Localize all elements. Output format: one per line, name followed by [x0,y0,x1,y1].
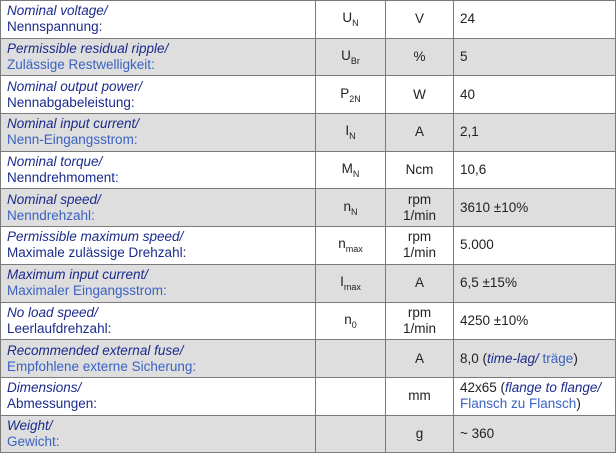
symbol-cell [316,114,386,152]
table-row [1,151,616,189]
unit: mm [408,388,431,404]
symbol-subscript: N [351,206,358,217]
value-end: ) [573,350,578,366]
symbol-cell [316,264,386,302]
symbol: n [338,236,346,252]
parameter-name-de: Nenndrehmoment: [7,170,119,186]
value-cell [454,377,616,415]
value: 2,1 [460,124,479,140]
value: 3610 ±10% [460,199,529,215]
parameter-cell [1,227,316,265]
symbol-cell [316,415,386,453]
parameter-name-de: Nennabgabeleistung: [7,94,135,110]
value: 24 [460,11,476,27]
table-row [1,76,616,114]
parameter-cell [1,76,316,114]
symbol-cell [316,38,386,76]
symbol-cell [316,302,386,340]
symbol-subscript: 2N [349,93,361,104]
symbol-subscript: N [352,169,360,180]
unit-cell [386,38,454,76]
unit-cell [386,151,454,189]
symbol-subscript: N [349,131,356,142]
value-note-en: time-lag/ [487,350,539,366]
table-row [1,1,616,39]
table-row [1,302,616,340]
symbol: U [342,10,353,26]
parameter-cell [1,415,316,453]
parameter-name-en: No load speed/ [7,304,98,320]
symbol-cell [316,227,386,265]
symbol: n [343,198,351,214]
value: 42x65 ( [460,380,506,396]
value-note-de: Flansch zu Flansch [460,396,577,412]
symbol-cell [316,189,386,227]
symbol-cell [316,151,386,189]
parameter-name-de: Gewicht: [7,433,60,449]
table-row [1,38,616,76]
value: 5 [460,49,468,65]
symbol-cell [316,1,386,39]
value-note-de: träge [538,350,574,366]
value-cell [454,38,616,76]
table-row [1,189,616,227]
unit-cell [386,264,454,302]
value-end: ) [576,396,581,412]
unit: Ncm [405,162,434,178]
parameter-cell [1,189,316,227]
unit: A [414,124,424,140]
symbol: I [345,123,350,139]
value: 10,6 [460,162,487,178]
value: 40 [460,86,476,102]
value-cell [454,189,616,227]
parameter-name-en: Permissible maximum speed/ [7,229,184,245]
symbol-subscript: 0 [351,319,357,330]
symbol-subscript: max [345,244,363,255]
value-cell [454,415,616,453]
parameter-cell [1,340,316,378]
parameter-name-en: Nominal output power/ [7,78,143,94]
parameter-name-en: Permissible residual ripple/ [7,41,169,57]
value: 5.000 [460,237,494,253]
table-row [1,340,616,378]
parameter-name-de: Nennspannung: [7,19,103,35]
parameter-name-en: Dimensions/ [7,380,82,396]
unit: % [413,49,426,65]
symbol-subscript: max [343,282,361,293]
symbol: U [341,48,351,64]
parameter-name-en: Recommended external fuse/ [7,342,184,358]
unit-alt: 1/min [402,320,436,336]
unit: rpm [407,304,432,320]
parameter-name-en: Nominal speed/ [7,191,101,207]
value-note-en: flange to flange/ [505,380,602,396]
unit-cell [386,340,454,378]
value: 8,0 ( [460,350,488,366]
table-row [1,415,616,453]
value-cell [454,151,616,189]
parameter-name-de: Empfohlene externe Sicherung: [7,358,197,374]
parameter-cell [1,151,316,189]
value: 4250 ±10% [460,312,529,328]
unit-cell [386,1,454,39]
symbol: n [344,311,352,327]
unit-cell [386,189,454,227]
symbol: I [340,274,344,290]
value-cell [454,114,616,152]
unit: A [414,350,424,366]
value: 6,5 ±15% [460,275,517,291]
parameter-cell [1,302,316,340]
value-cell [454,76,616,114]
parameter-name-en: Maximum input current/ [7,267,149,283]
unit-cell [386,76,454,114]
unit-cell [386,377,454,415]
parameter-cell [1,114,316,152]
parameter-name-en: Weight/ [7,417,53,433]
table-row [1,264,616,302]
symbol-cell [316,76,386,114]
symbol-subscript: N [352,18,359,29]
unit-alt: 1/min [402,245,436,261]
unit: W [413,86,426,102]
parameter-name-de: Nenn-Eingangsstrom: [7,132,138,148]
unit-cell [386,415,454,453]
unit-cell [386,227,454,265]
parameter-name-en: Nominal voltage/ [7,3,108,19]
unit: A [414,275,424,291]
unit: rpm [407,191,432,207]
parameter-name-de: Maximaler Eingangsstrom: [7,283,167,299]
value-cell [454,340,616,378]
value-cell [454,227,616,265]
symbol-cell [316,340,386,378]
parameter-name-de: Maximale zulässige Drehzahl: [7,245,187,261]
symbol-cell [316,377,386,415]
parameter-name-en: Nominal input current/ [7,116,140,132]
unit-alt: 1/min [402,207,436,223]
unit-cell [386,114,454,152]
parameter-cell [1,377,316,415]
symbol: P [340,85,350,101]
symbol-subscript: Br [350,56,360,67]
unit-cell [386,302,454,340]
parameter-cell [1,264,316,302]
symbol: M [341,161,353,177]
value-cell [454,1,616,39]
value-cell [454,302,616,340]
unit: g [415,425,424,441]
value: ~ 360 [460,425,495,441]
parameter-name-de: Abmessungen: [7,396,98,412]
table-row [1,114,616,152]
parameter-cell [1,38,316,76]
parameter-name-de: Nenndrehzahl: [7,207,95,223]
table-row [1,377,616,415]
unit: V [414,11,424,27]
unit: rpm [407,229,432,245]
value-cell [454,264,616,302]
parameter-name-de: Zulässige Restwelligkeit: [7,57,155,73]
parameter-cell [1,1,316,39]
table-row [1,227,616,265]
parameter-name-de: Leerlaufdrehzahl: [7,320,112,336]
parameter-name-en: Nominal torque/ [7,154,103,170]
